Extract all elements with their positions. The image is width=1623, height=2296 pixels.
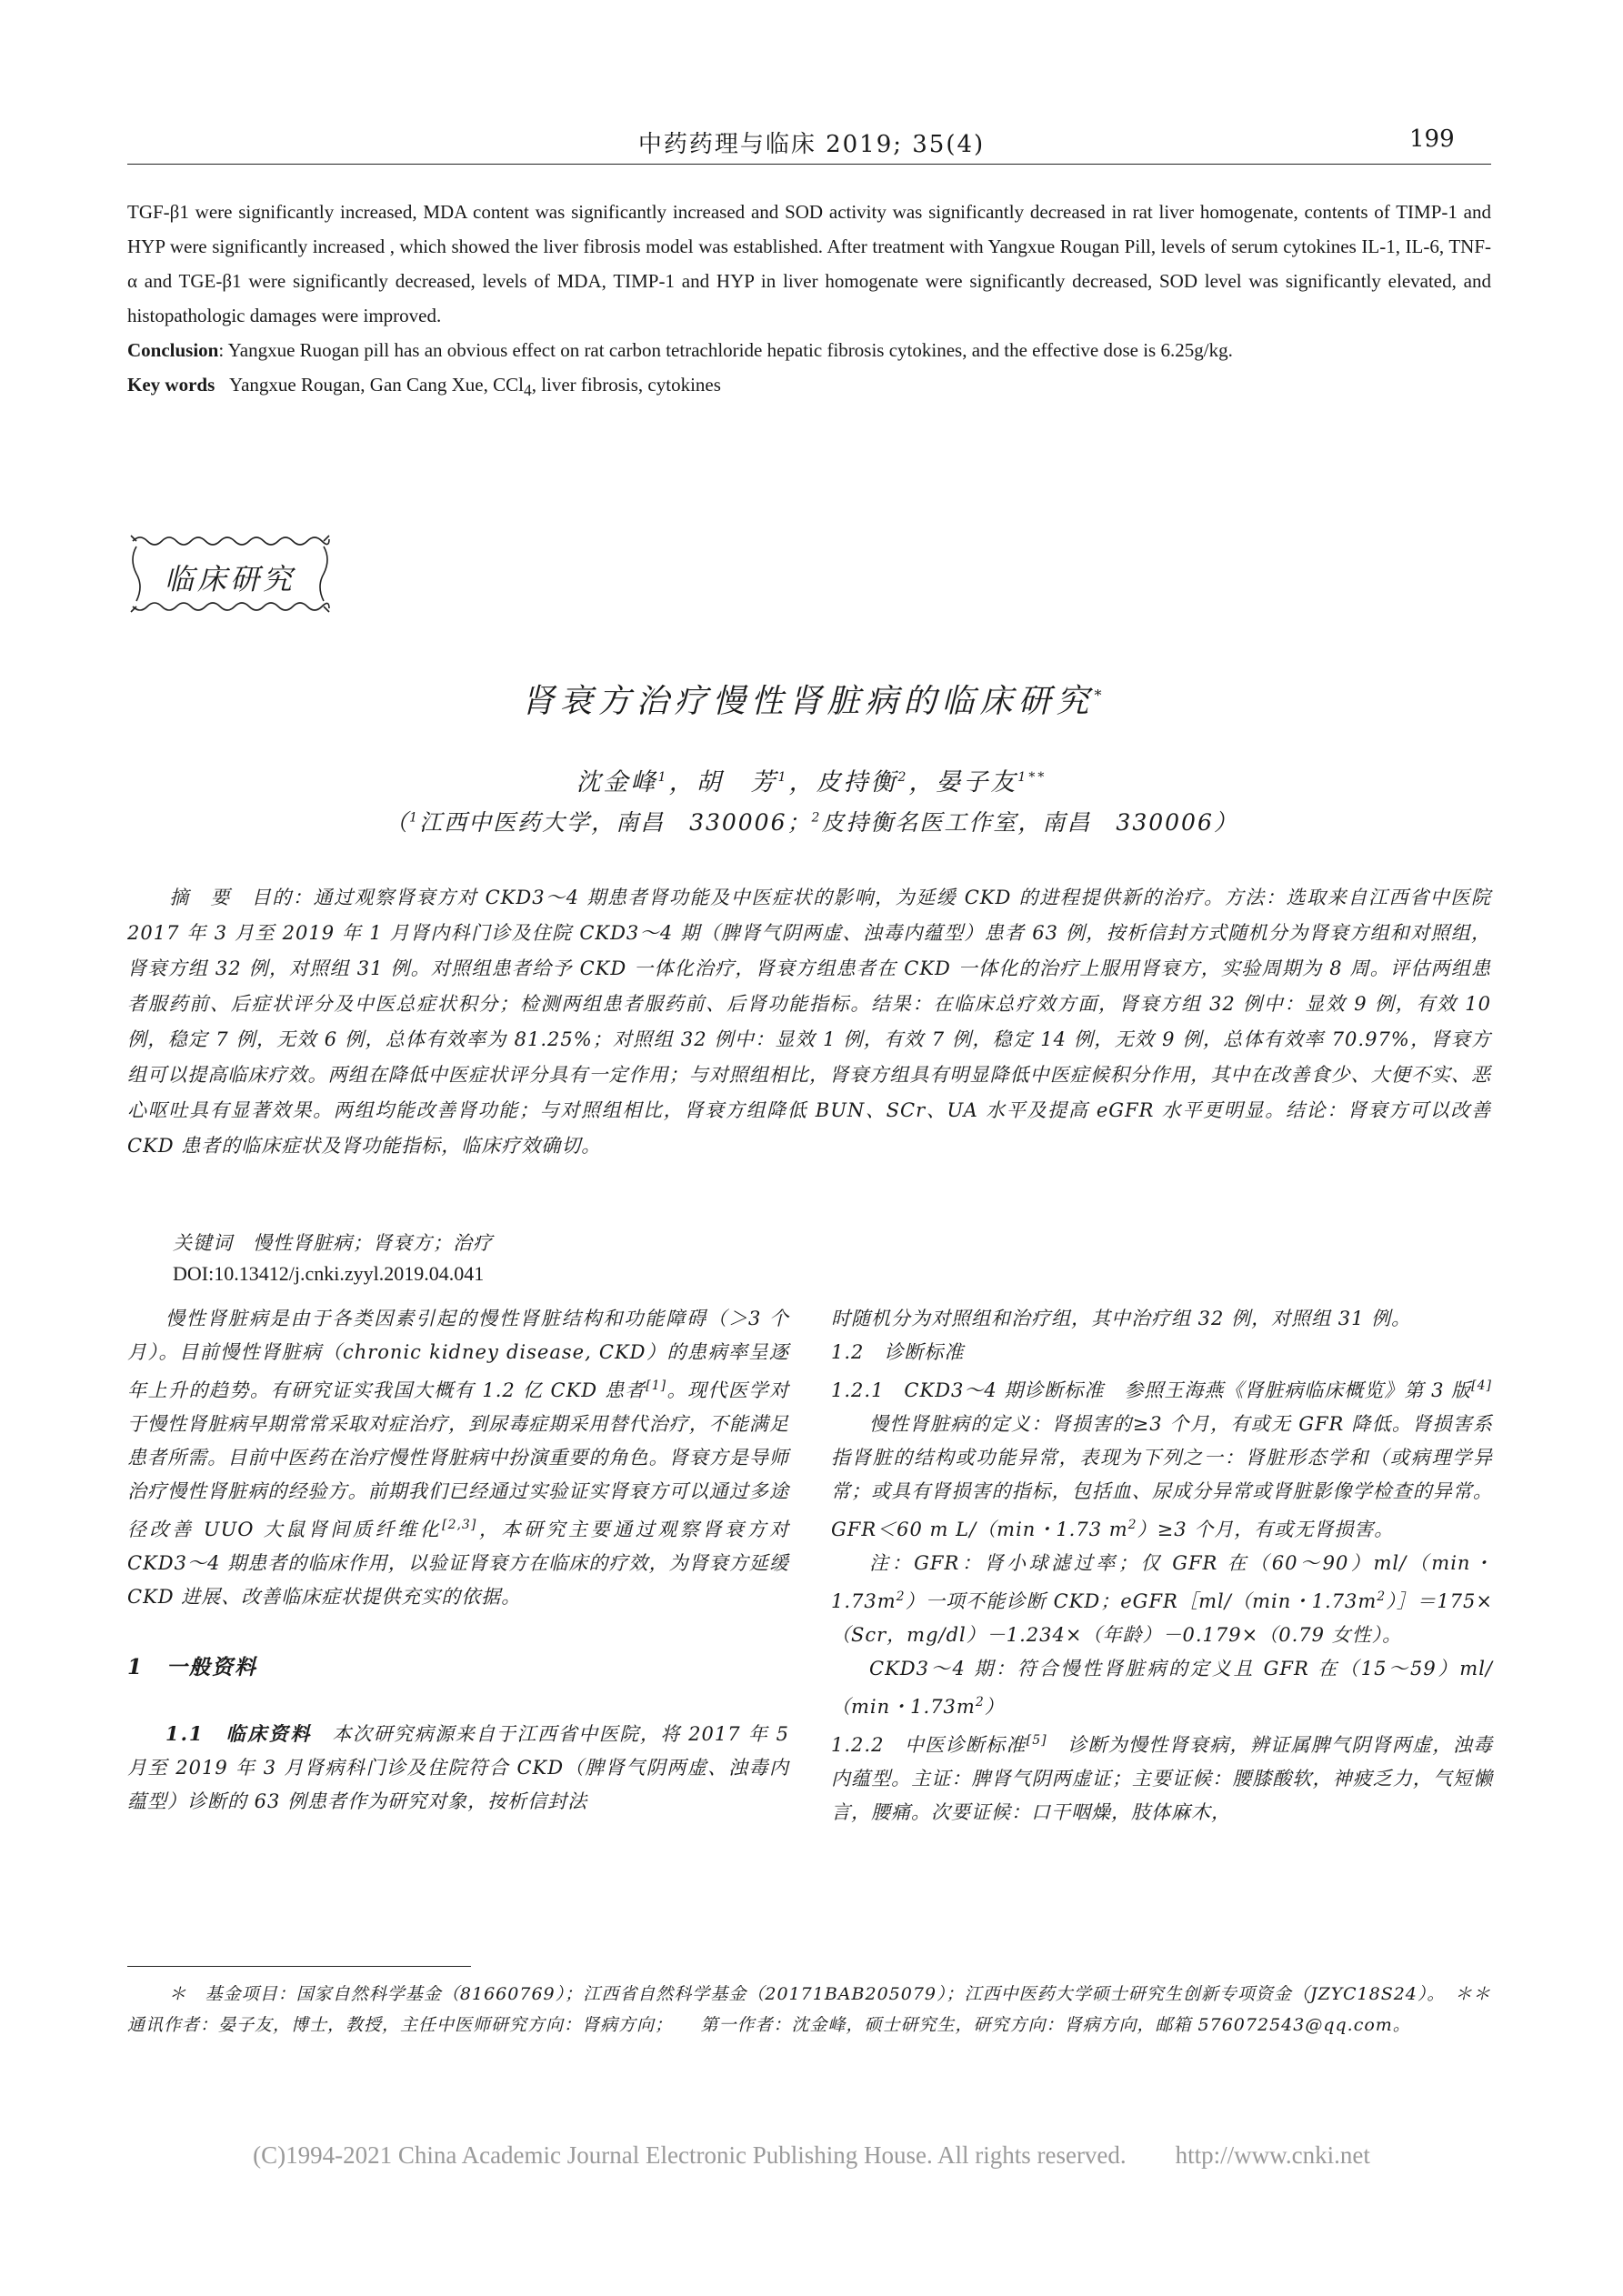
author-name: 晏子友: [936, 768, 1018, 797]
right-column: [831, 1302, 1493, 1830]
conclusion-label: Conclusion: [127, 339, 219, 361]
randomization-text: 时随机分为对照组和治疗组，其中治疗组 32 例，对照组 31 例。: [831, 1308, 1412, 1329]
superscript: 2: [896, 1589, 906, 1604]
author-affiliation-mark: 2: [897, 770, 909, 785]
copyright-watermark: (C)1994-2021 China Academic Journal Electronic Publishing House. All rights reserved. http://www.cnki.net: [253, 2141, 1370, 2169]
clinical-data-text: 本次研究病源来自于江西省中医院，将 2017 年 5 月至 2019 年 3 月肾病科门诊及住院符合 CKD（脾肾气阴两虚、浊毒内蕴型）诊断的 63 例患者作为研究对象，按析信封法: [127, 1723, 789, 1812]
citation-ref[interactable]: [1]: [646, 1379, 667, 1393]
citation-ref[interactable]: [2,3]: [442, 1518, 477, 1532]
chinese-abstract: [127, 880, 1491, 1164]
tcm-criteria-heading: 1.2.2 中医诊断标准: [831, 1734, 1027, 1756]
gfr-note-2: ）一项不能诊断 CKD；eGFR［ml/（min・1.73m: [905, 1590, 1378, 1612]
keywords-text: Yangxue Rougan, Gan Cang Xue, CCl: [229, 374, 524, 396]
abstract-keywords: [127, 367, 1491, 407]
author-affiliation-mark: 1: [777, 770, 789, 785]
title-footnote-mark: *: [1094, 687, 1102, 704]
chinese-abstract-text: 摘 要 目的：通过观察肾衰方对 CKD3～4 期患者肾功能及中医症状的影响，为延缓 CKD 的进程提供新的治疗。方法：选取来自江西省中医院 2017 年 3 月至 2019 年 1 月肾内科门诊及住院 CKD3～4 期（脾肾气阴两虚、浊毒内蕴型）患者 63 例，按析信封方式随机分为肾衰方组和对照组，肾衰方组 32 例，对照组 31 例。对照组患者给予 CKD 一体化治疗，肾衰方组患者在 CKD 一体化的治疗上服用肾衰方，实验周期为 8 周。评估两组患者服药前、后症状评分及中医总症状积分；检测两组患者服药前、后肾功能指标。结果：在临床总疗效方面，肾衰方组 32 例中：显效 9 例，有效 10 例，稳定 7 例，无效 6 例，总体有效率为 81.25%；对照组 32 例中：显效 1 例，有效 7 例，稳定 14 例，无效 9 例，总体有效率 70.97%，肾衰方组可以提高临床疗效。两组在降低中医症状评分具有一定作用；与对照组相比，肾衰方组具有明显降低中医症候积分作用，其中在改善食少、大便不实、恶心呕吐具有显著效果。两组均能改善肾功能；与对照组相比，肾衰方组降低 BUN、SCr、UA 水平及提高 eGFR 水平更明显。结论：肾衰方可以改善 CKD 患者的临床症状及肾功能指标，临床疗效确切。: [127, 887, 1491, 1157]
author-affiliation-mark: 1**: [1017, 770, 1047, 785]
affiliation-2: 皮持衡名医工作室，南昌 330006）: [821, 809, 1238, 836]
footnote-rule: [127, 1966, 471, 1967]
subsection-heading: 1.1 临床资料: [165, 1722, 312, 1745]
chinese-keywords: 关键词 慢性肾脏病；肾衰方；治疗: [173, 1232, 493, 1254]
article-title-text: 肾衰方治疗慢性肾脏病的临床研究: [521, 683, 1095, 720]
affil-open-paren: （: [385, 809, 410, 836]
footnote-text: ＊ 基金项目：国家自然科学基金（81660769）；江西省自然科学基金（20171BAB205079）；江西中医药大学硕士研究生创新专项资金（JZYC18S24）。 ＊＊通讯作者：晏子友，博士，教授，主任中医师研究方向：肾病方向； 第一作者：沈金峰，硕士研究生，研究方向：肾病方向，邮箱 576072543@qq.com。: [127, 1984, 1491, 2035]
left-column: [127, 1302, 789, 1819]
journal-header: 中药药理与临床 2019; 35(4): [637, 131, 986, 158]
affil-mark: 1: [409, 810, 420, 826]
tcm-criteria-text: 诊断为慢性肾衰病，辨证属脾气阴肾两虚，浊毒内蕴型。主证：脾肾气阴两虚证；主要证候：腰膝酸软，神疲乏力，气短懒言，腰痛。次要证候：口干咽燥，肢体麻木，: [831, 1734, 1494, 1823]
ckd-definition-text: 慢性肾脏病的定义：肾损害的≥3 个月，有或无 GFR 降低。肾损害系指肾脏的结构或功能异常，表现为下列之一：肾脏形态学和（或病理学异常；或具有肾损害的指标，包括血、尿成分异常或肾脏影像学检查的异常。GFR＜60 m L/（min・1.73 m: [831, 1413, 1493, 1540]
ckd-definition-text-2: ）≥3 个月，有或无肾损害。: [1137, 1519, 1395, 1540]
abstract-conclusion: [127, 333, 1491, 367]
page-number: 199: [1409, 125, 1455, 153]
superscript: 2: [1127, 1518, 1137, 1532]
introduction-paragraph: [127, 1302, 789, 1614]
section-heading-general-data: 1 一般资料: [127, 1655, 258, 1679]
keywords-subscript: 4: [523, 381, 532, 400]
footnote: [127, 1979, 1491, 2040]
author-name: 胡 芳: [696, 768, 778, 797]
citation-ref[interactable]: [5]: [1026, 1733, 1047, 1748]
affiliation-1: 江西中医药大学，南昌 330006；: [419, 809, 812, 836]
intro-text-3: ，本研究主要通过观察肾衰方对 CKD3～4 期患者的临床作用，以验证肾衰方在临床的疗效，为肾衰方延缓 CKD 进展、改善临床症状提供充实的依据。: [127, 1519, 789, 1608]
abstract-results-text: TGF-β1 were significantly increased, MDA content was significantly increased and SOD activity was significantly decreased in rat liver homogenate, contents of TIMP-1 and HYP were significantly increased , which showed the liver fibrosis model was established. After treatment with Yangxue Rougan Pill, levels of serum cytokines IL-1, IL-6, TNF-α and TGE-β1 were significantly decreased, levels of MDA, TIMP-1 and HYP in liver homogenate were significantly decreased, SOD level was significantly elevated, and histopathologic damages were improved.: [127, 201, 1491, 326]
ckd-stage-1: CKD3～4 期：符合慢性肾脏病的定义且 GFR 在（15～59）ml/（min・1.73m: [831, 1658, 1493, 1718]
superscript: 2: [1377, 1589, 1387, 1604]
author-name: 皮持衡: [816, 768, 898, 797]
ckd-stage-2: ）: [984, 1696, 1005, 1718]
subsection-heading-diagnosis: 1.2 诊断标准: [831, 1341, 965, 1363]
keywords-label: Key words: [127, 374, 215, 396]
affiliations: [0, 805, 1623, 837]
clinical-data-paragraph: [127, 1717, 789, 1819]
gfr-note-paragraph: [831, 1547, 1493, 1652]
ckd-definition-paragraph: [831, 1408, 1493, 1547]
header-rule: [127, 164, 1491, 165]
ckd-stage-paragraph: [831, 1652, 1493, 1724]
superscript: 2: [975, 1695, 985, 1709]
doi[interactable]: DOI:10.13412/j.cnki.zyyl.2019.04.041: [173, 1262, 485, 1285]
section-banner-label: 临床研究: [164, 562, 296, 597]
affil-mark: 2: [811, 810, 822, 826]
keywords-tail: , liver fibrosis, cytokines: [531, 374, 721, 396]
intro-text-1: 慢性肾脏病是由于各类因素引起的慢性肾脏结构和功能障碍（＞3 个月）。目前慢性肾脏病（chronic kidney disease, CKD）的患病率呈逐年上升的趋势。有研究证实我国大概有 1.2 亿 CKD 患者: [127, 1308, 789, 1401]
intro-text-2: 。现代医学对于慢性肾脏病早期常常采取对症治疗，到尿毒症期采用替代治疗，不能满足患者所需。目前中医药在治疗慢性肾脏病中扮演重要的角色。肾衰方是导师治疗慢性肾脏病的经验方。前期我们已经通过实验证实肾衰方可以通过多途径改善 UUO 大鼠肾间质纤维化: [127, 1379, 789, 1540]
tcm-criteria-paragraph: [831, 1724, 1493, 1830]
subsection-ckd-criteria: [831, 1369, 1493, 1408]
ckd-criteria-heading: 1.2.1 CKD3～4 期诊断标准 参照王海燕《肾脏病临床概览》第 3 版: [831, 1379, 1472, 1401]
author-list: 沈金峰$^1$，胡 芳$^1$，皮持衡$^2$，晏子友$^{1**}$: [576, 768, 1047, 797]
author-name: 沈金峰: [576, 768, 658, 797]
citation-ref[interactable]: [4]: [1471, 1379, 1492, 1393]
gfr-note-1: 注：GFR：肾小球滤过率；仅 GFR 在（60～90）ml/（min・1.73m: [831, 1552, 1493, 1612]
article-title: [0, 676, 1623, 722]
gfr-note-3: ）］＝175×（Scr，mg/dl）－1.234×（年龄）－0.179×（0.79 女性）。: [831, 1590, 1493, 1646]
english-abstract: [127, 195, 1491, 407]
conclusion-text: : Yangxue Ruogan pill has an obvious effect on rat carbon tetrachloride hepatic fibrosis cytokines, and the effective dose is 6.25g/kg.: [218, 339, 1233, 361]
author-affiliation-mark: 1: [657, 770, 669, 785]
